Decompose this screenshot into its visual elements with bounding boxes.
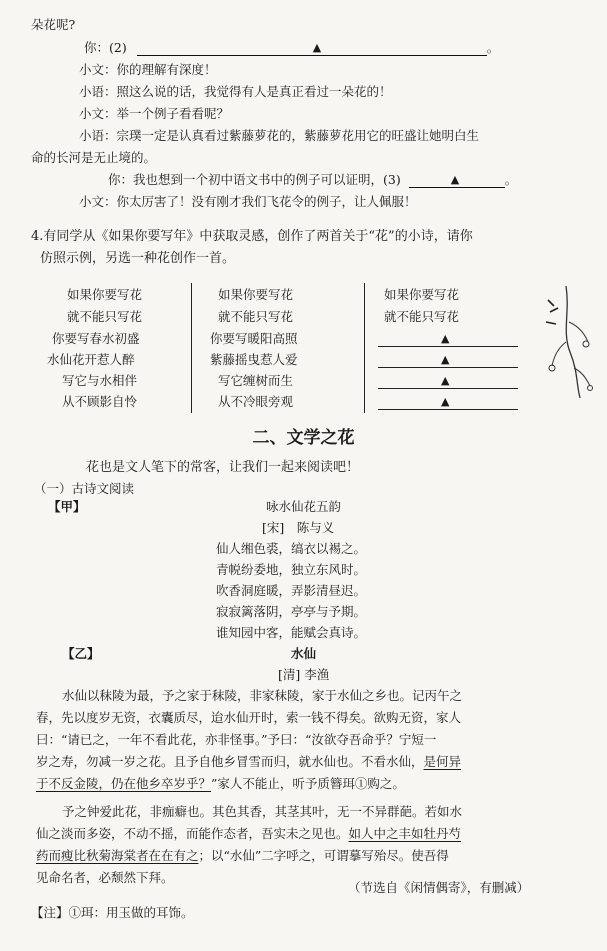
poem-line: 青帨纷委地，独立东风时。 bbox=[216, 562, 367, 577]
poem-line: 你要写暖阳高照 bbox=[210, 331, 298, 346]
column-divider bbox=[364, 283, 365, 413]
poem-line: 谁知园中客，能赋会真诗。 bbox=[216, 625, 367, 640]
question-4-text: 4.有同学从《如果你要写年》中获取灵感，创作了两首关于“花”的小诗，请你 bbox=[31, 229, 473, 244]
poem-line: 从不冷眼旁观 bbox=[218, 394, 294, 409]
prose-line: 岁之寿，勿减一岁之花。且予自他乡冒雪而归，就水仙也。不看水仙，是何异 bbox=[36, 754, 462, 769]
speaker-you: 你：(2) bbox=[84, 40, 127, 55]
prose-line: 药而瘦比秋菊海棠者在在有之；以“水仙”二字呼之，可谓摹写殆尽。使吾得 bbox=[36, 848, 449, 863]
poem-line: 水仙花开惹人醉 bbox=[47, 352, 135, 367]
label-yi: 【乙】 bbox=[62, 646, 100, 661]
subsection-title: （一）古诗文阅读 bbox=[34, 481, 135, 496]
footnote: 【注】①珥：用玉做的耳饰。 bbox=[31, 905, 194, 920]
answer-prompt-3: 你：我也想到一个初中语文书中的例子可以证明，(3) ▲ 。 bbox=[108, 172, 518, 187]
question-4-text: 仿照示例，另选一种花创作一首。 bbox=[40, 251, 236, 266]
triangle-mark-icon: ▲ bbox=[441, 332, 450, 345]
poem-line: 就不能只写花 bbox=[67, 309, 143, 324]
section-title: 二、文学之花 bbox=[252, 428, 355, 448]
answer-blank-3[interactable] bbox=[409, 173, 505, 188]
prose-line: 予之钟爱此花，非痂癖也。其色其香，其茎其叶，无一不异群葩。若如水 bbox=[62, 804, 463, 819]
poem-line: 就不能只写花 bbox=[384, 309, 460, 324]
prose-line: 春，先以度岁无资，衣囊质尽，迨水仙开时，索一钱不得矣。欲购无资，家人 bbox=[36, 710, 462, 725]
dialogue-line: 小语：宗璞一定是认真看过紫藤萝花的，紫藤萝花用它的旺盛让她明白生 bbox=[79, 128, 480, 143]
underlined-sentence: 是何异 bbox=[423, 754, 462, 769]
poem-line: 吹香洞庭暖，弄影清昼迟。 bbox=[216, 583, 367, 598]
dialogue-line: 小语：照这么说的话，我觉得有人是真正看过一朵花的！ bbox=[79, 84, 392, 99]
poem-line: 就不能只写花 bbox=[218, 309, 294, 324]
text-line: 朵花呢? bbox=[31, 17, 76, 32]
underlined-sentence: 于不反金陵，仍在他乡卒岁乎？ bbox=[36, 776, 212, 791]
poem-author: [宋] 陈与义 bbox=[262, 520, 335, 535]
triangle-mark-icon: ▲ bbox=[441, 374, 450, 387]
dialogue-line: 小文：你太厉害了！没有刚才我们飞花令的例子，让人佩服！ bbox=[79, 194, 417, 209]
poem-line: 仙人缃色裘，缟衣以裼之。 bbox=[216, 541, 367, 556]
triangle-mark-icon: ▲ bbox=[441, 353, 450, 366]
triangle-mark-icon: ▲ bbox=[312, 41, 322, 54]
poem-line: 如果你要写花 bbox=[218, 287, 294, 302]
prose-line: 见命名者，必颓然下拜。 bbox=[36, 870, 174, 885]
dialogue-line: 小文：你的理解有深度！ bbox=[79, 62, 217, 77]
prose-line: 曰：“请已之，一年不看此花，亦非怪事。”予曰：“汝欲夺吾命乎？宁短一 bbox=[36, 732, 437, 747]
poem-title: 咏水仙花五韵 bbox=[265, 499, 341, 514]
dialogue-line: 小文：举一个例子看看呢？ bbox=[79, 106, 230, 121]
prose-line: 水仙以秣陵为最，予之家于秣陵，非家秣陵，家于水仙之乡也。记丙午之 bbox=[62, 688, 463, 703]
poem-line: 你要写春水初盛 bbox=[52, 331, 140, 346]
underlined-sentence: 药而瘦比秋菊海棠者在在有之 bbox=[36, 848, 199, 863]
poem-line: 紫藤摇曳惹人爱 bbox=[210, 352, 298, 367]
prose-author: [清] 李渔 bbox=[278, 667, 330, 682]
label-jia: 【甲】 bbox=[48, 499, 86, 514]
poem-line: 写它与水相伴 bbox=[62, 373, 138, 388]
section-intro: 花也是文人笔下的常客，让我们一起来阅读吧！ bbox=[86, 460, 360, 475]
poem-line: 如果你要写花 bbox=[67, 287, 143, 302]
triangle-mark-icon: ▲ bbox=[441, 395, 450, 408]
prose-line: 于不反金陵，仍在他乡卒岁乎？”家人不能止，听予质簪珥①购之。 bbox=[36, 776, 405, 791]
source-citation: （节选自《闲情偶寄》，有删减） bbox=[348, 880, 530, 895]
poem-line: 从不顾影自怜 bbox=[62, 394, 138, 409]
poem-line: 写它缠树而生 bbox=[218, 373, 294, 388]
prose-title: 水仙 bbox=[290, 646, 316, 661]
poem-line: 如果你要写花 bbox=[384, 287, 460, 302]
column-divider bbox=[191, 283, 192, 413]
answer-prompt-2: 你：(2) ▲ 。 bbox=[84, 40, 500, 55]
triangle-mark-icon: ▲ bbox=[450, 173, 460, 186]
underlined-sentence: 如人中之丰如牡丹芍 bbox=[348, 826, 462, 841]
poem-line: 寂寂篱落阴，亭亭与予期。 bbox=[216, 604, 367, 619]
dialogue-line: 命的长河是无止境的。 bbox=[31, 150, 157, 165]
wisteria-illustration bbox=[536, 282, 596, 402]
answer-blank-2[interactable] bbox=[137, 41, 487, 56]
prose-line: 仙之淡而多姿，不动不摇，而能作态者，吾实未之见也。如人中之丰如牡丹芍 bbox=[36, 826, 462, 841]
